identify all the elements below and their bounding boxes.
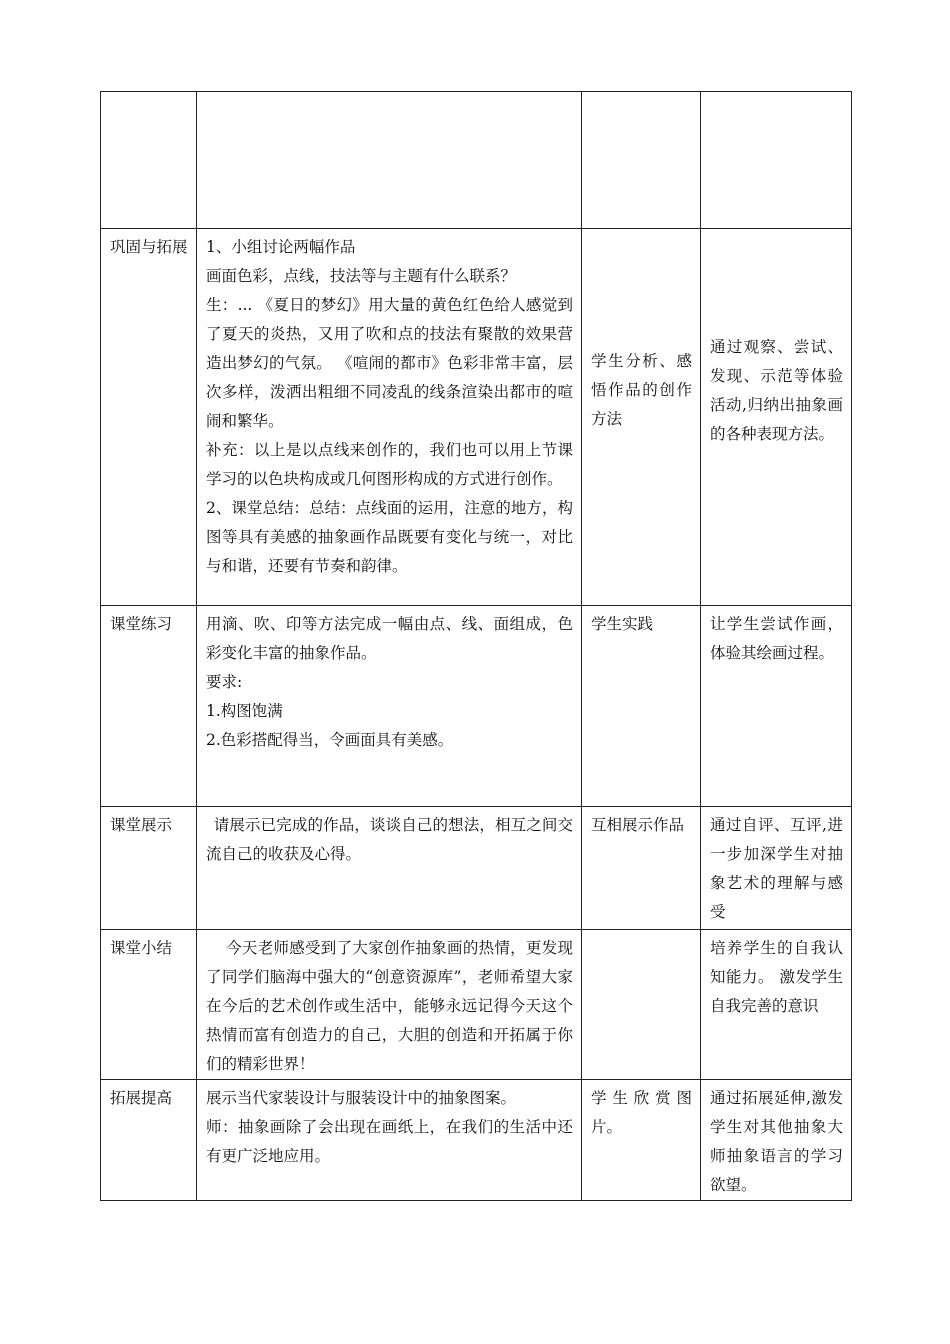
content-line: 今天老师感受到了大家创作抽象画的热情，更发现了同学们脑海中强大的“创意资源库”，老师希望大家在今后的艺术创作或生活中，能够永远记得今天这个热情而富有创造力的自己，大胆的创造和开拓属于你们的精彩世界！ <box>206 939 573 1073</box>
stage-label: 课堂练习 <box>110 615 173 633</box>
design-intent-text: 通过观察、尝试、发现、示范等体验活动,归纳出抽象画的各种表现方法。 <box>710 337 843 443</box>
design-intent-text: 培养学生的自我认知能力。 激发学生自我完善的意识 <box>710 939 843 1015</box>
stage-label: 课堂小结 <box>110 939 173 957</box>
table-row <box>101 229 852 606</box>
content-line: 1.构图饱满 <box>206 702 283 720</box>
content-cell <box>197 606 582 807</box>
design-intent-cell <box>701 229 852 606</box>
content-line: 2.色彩搭配得当，令画面具有美感。 <box>206 731 454 749</box>
design-intent-text: 通过自评、互评,进一步加深学生对抽象艺术的理解与感受 <box>710 816 843 921</box>
table-row <box>101 92 852 229</box>
student-activity-cell <box>582 606 701 807</box>
table-row <box>101 606 852 807</box>
student-activity-cell <box>582 92 701 229</box>
design-intent-cell <box>701 92 852 229</box>
student-activity-cell <box>582 229 701 606</box>
student-activity-text: 互相展示作品 <box>591 816 685 834</box>
student-activity-text: 学生实践 <box>591 615 654 633</box>
content-line: 补充：以上是以点线来创作的，我们也可以用上节课学习的以色块构成或几何图形构成的方式进行创作。 <box>206 441 573 488</box>
lesson-plan-table <box>100 91 852 1201</box>
design-intent-cell <box>701 1080 852 1201</box>
content-line: 1、小组讨论两幅作品 <box>206 238 356 256</box>
content-line: 画面色彩，点线，技法等与主题有什么联系？ <box>206 267 517 285</box>
table-row <box>101 930 852 1080</box>
design-intent-cell <box>701 930 852 1080</box>
design-intent-cell <box>701 807 852 930</box>
design-intent-text: 通过拓展延伸,激发学生对其他抽象大师抽象语言的学习欲望。 <box>710 1089 843 1194</box>
content-cell <box>197 92 582 229</box>
content-cell <box>197 1080 582 1201</box>
stage-label: 巩固与拓展 <box>110 238 188 256</box>
stage-cell <box>101 930 197 1080</box>
student-activity-cell <box>582 1080 701 1201</box>
stage-cell <box>101 229 197 606</box>
stage-label: 拓展提高 <box>110 1089 173 1107</box>
student-activity-cell <box>582 930 701 1080</box>
student-activity-text: 学生分析、感悟作品的创作方法 <box>591 352 692 428</box>
stage-cell <box>101 606 197 807</box>
content-line: 展示当代家装设计与服装设计中的抽象图案。 <box>206 1089 517 1107</box>
student-activity-cell <box>582 807 701 930</box>
table-row <box>101 807 852 930</box>
design-intent-cell <box>701 606 852 807</box>
content-line: 师：抽象画除了会出现在画纸上，在我们的生活中还有更广泛地应用。 <box>206 1118 573 1165</box>
content-cell <box>197 229 582 606</box>
table-row <box>101 1080 852 1201</box>
stage-cell <box>101 807 197 930</box>
stage-label: 课堂展示 <box>110 816 173 834</box>
content-line: 2、课堂总结：总结：点线面的运用，注意的地方，构图等具有美感的抽象画作品既要有变化与统一，对比与和谐，还要有节奏和韵律。 <box>206 499 573 575</box>
content-cell <box>197 930 582 1080</box>
content-line: 请展示已完成的作品，谈谈自己的想法，相互之间交流自己的收获及心得。 <box>206 816 573 863</box>
content-line: 生：... 《夏日的梦幻》用大量的黄色红色给人感觉到了夏天的炎热，又用了吹和点的技法有聚散的效果营造出梦幻的气氛。 《喧闹的都市》色彩非常丰富，层次多样，泼洒出粗细不同凌乱的线条渲染出都市的喧闹和繁华。 <box>206 296 573 430</box>
student-activity-text: 学生欣赏图片。 <box>591 1089 692 1136</box>
content-line: 要求: <box>206 673 243 691</box>
content-cell <box>197 807 582 930</box>
content-line: 用滴、吹、印等方法完成一幅由点、线、面组成，色彩变化丰富的抽象作品。 <box>206 615 573 662</box>
stage-cell <box>101 92 197 229</box>
stage-cell <box>101 1080 197 1201</box>
design-intent-text: 让学生尝试作画，体验其绘画过程。 <box>710 615 843 662</box>
